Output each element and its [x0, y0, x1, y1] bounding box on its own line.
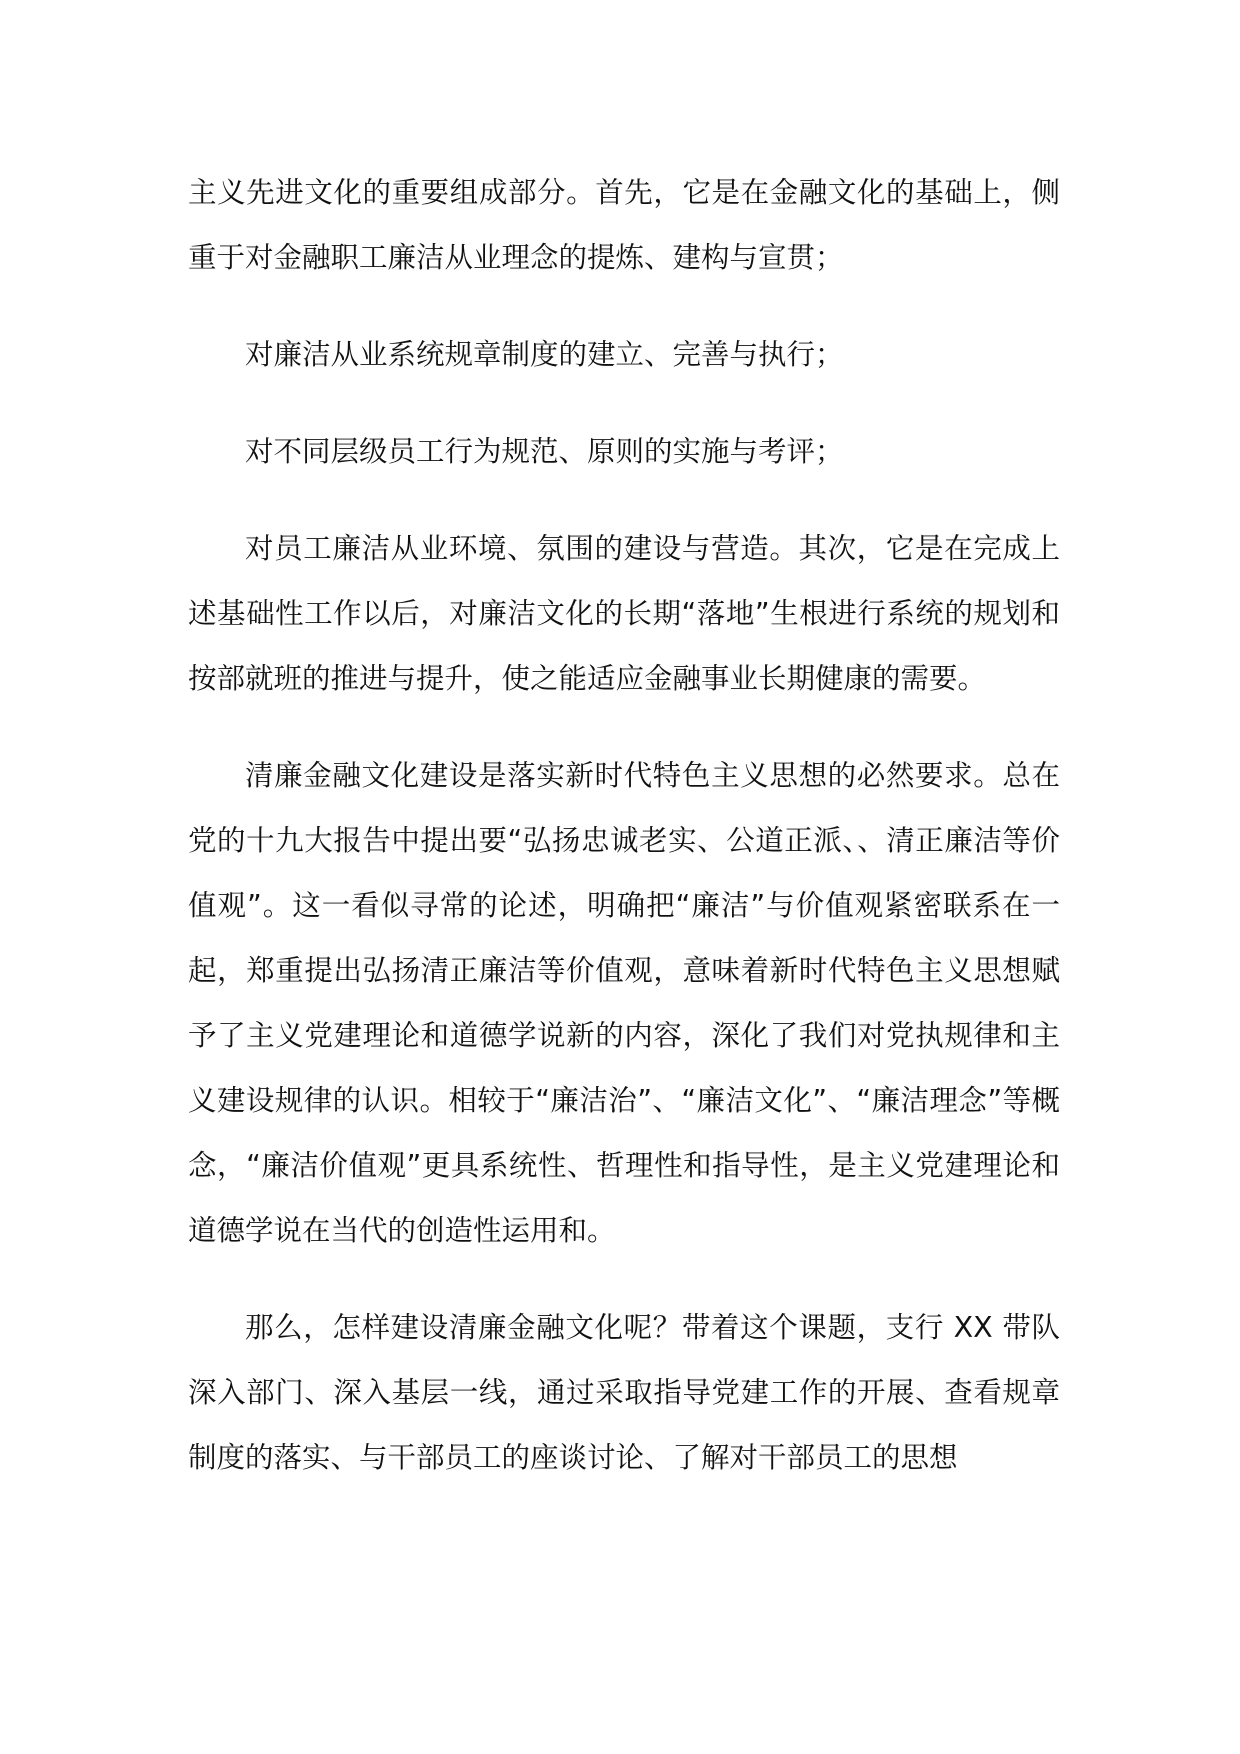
paragraph-3: 对不同层级员工行为规范、原则的实施与考评；	[245, 435, 844, 468]
paragraph-6: 那么，怎样建设清廉金融文化呢？带着这个课题，支行 XX 带队深入部门、深入基层一线，通过采取指导党建工作的开展、查看规章制度的落实、与干部员工的座谈讨论、了解对干部员工的思想	[188, 1311, 1060, 1474]
paragraph-1: 主义先进文化的重要组成部分。首先，它是在金融文化的基础上，侧重于对金融职工廉洁从业理念的提炼、建构与宣贯；	[188, 176, 1060, 274]
paragraph-5: 清廉金融文化建设是落实新时代特色主义思想的必然要求。总在党的十九大报告中提出要“弘扬忠诚老实、公道正派、、清正廉洁等价值观”。这一看似寻常的论述，明确把“廉洁”与价值观紧密联系在一起，郑重提出弘扬清正廉洁等价值观，意味着新时代特色主义思想赋予了主义党建理论和道德学说新的内容，深化了我们对党执规律和主义建设规律的认识。相较于“廉洁治”、“廉洁文化”、“廉洁理念”等概念，“廉洁价值观”更具系统性、哲理性和指导性，是主义党建理论和道德学说在当代的创造性运用和。	[188, 759, 1060, 1247]
document-body	[188, 160, 1060, 1522]
paragraph-4: 对员工廉洁从业环境、氛围的建设与营造。其次，它是在完成上述基础性工作以后，对廉洁文化的长期“落地”生根进行系统的规划和按部就班的推进与提升，使之能适应金融事业长期健康的需要。	[188, 532, 1060, 695]
paragraph-2: 对廉洁从业系统规章制度的建立、完善与执行；	[245, 338, 844, 371]
